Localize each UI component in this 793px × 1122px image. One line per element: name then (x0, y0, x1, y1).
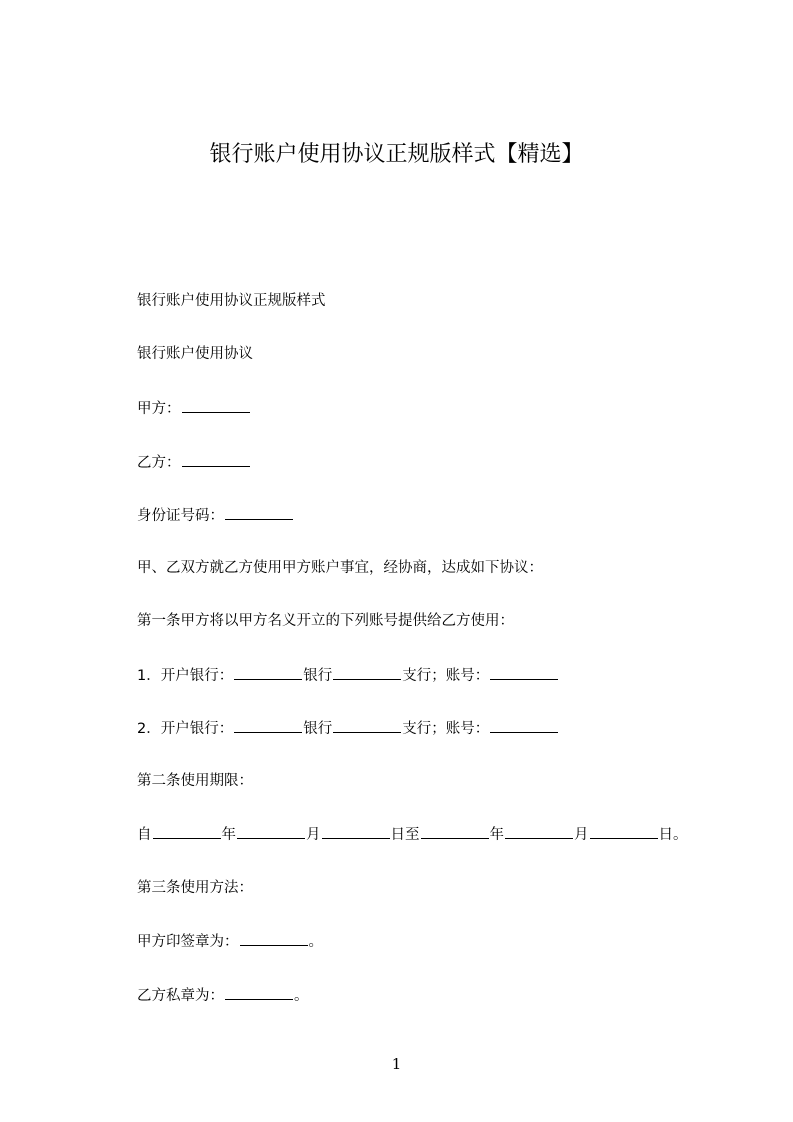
article-2: 第二条使用期限： (137, 773, 253, 789)
party-a-seal-label: 甲方印签章为： (137, 934, 239, 950)
period-end-day-blank (590, 824, 658, 839)
account-1-bank-label: 银行 (303, 668, 333, 684)
document-title: 银行账户使用协议正规版样式【精选】 (209, 142, 584, 167)
account-1-line (137, 665, 559, 686)
account-2-bank-label: 银行 (303, 721, 333, 737)
period-from: 自 (137, 827, 152, 843)
subtitle: 银行账户使用协议正规版样式 (137, 293, 326, 309)
party-b-seal-blank (225, 985, 293, 1000)
period-year: 年 (221, 827, 236, 843)
party-b-seal-label: 乙方私章为： (137, 988, 224, 1004)
period-end-month-blank (505, 824, 573, 839)
id-number-line (137, 505, 294, 526)
agreement-name: 银行账户使用协议 (137, 346, 253, 362)
party-a-seal-blank (240, 931, 308, 946)
account-1-bank-blank (234, 665, 302, 680)
party-a-blank (182, 398, 250, 413)
account-2-prefix: 2．开户银行： (137, 721, 234, 737)
period-start-year-blank (153, 824, 221, 839)
account-2-number-blank (490, 718, 558, 733)
account-2-line (137, 718, 559, 739)
party-a-seal-end: 。 (308, 934, 323, 950)
period-day-end: 日。 (658, 827, 688, 843)
period-line (137, 824, 688, 845)
account-1-number-blank (490, 665, 558, 680)
account-2-branch-blank (333, 718, 401, 733)
article-1: 第一条甲方将以甲方名义开立的下列账号提供给乙方使用： (137, 613, 514, 629)
party-b-blank (182, 452, 250, 467)
period-start-day-blank (322, 824, 390, 839)
period-start-month-blank (237, 824, 305, 839)
party-b-seal-line (137, 985, 309, 1006)
party-b-seal-end: 。 (294, 988, 309, 1004)
party-a-label: 甲方： (137, 401, 181, 417)
account-2-branch-label: 支行；账号： (402, 721, 490, 737)
preamble: 甲、乙双方就乙方使用甲方账户事宜，经协商，达成如下协议： (137, 560, 543, 576)
party-b-line (137, 452, 251, 473)
period-year-2: 年 (489, 827, 504, 843)
id-number-blank (225, 505, 293, 520)
account-1-prefix: 1．开户银行： (137, 668, 234, 684)
period-month: 月 (306, 827, 321, 843)
article-3: 第三条使用方法： (137, 880, 253, 896)
period-end-year-blank (421, 824, 489, 839)
party-a-seal-line (137, 931, 323, 952)
account-1-branch-blank (333, 665, 401, 680)
id-number-label: 身份证号码： (137, 508, 224, 524)
party-a-line (137, 398, 251, 419)
account-1-branch-label: 支行；账号： (402, 668, 490, 684)
party-b-label: 乙方： (137, 455, 181, 471)
period-day-to: 日至 (390, 827, 420, 843)
period-month-2: 月 (574, 827, 589, 843)
account-2-bank-blank (234, 718, 302, 733)
page-number: 1 (391, 1055, 402, 1073)
